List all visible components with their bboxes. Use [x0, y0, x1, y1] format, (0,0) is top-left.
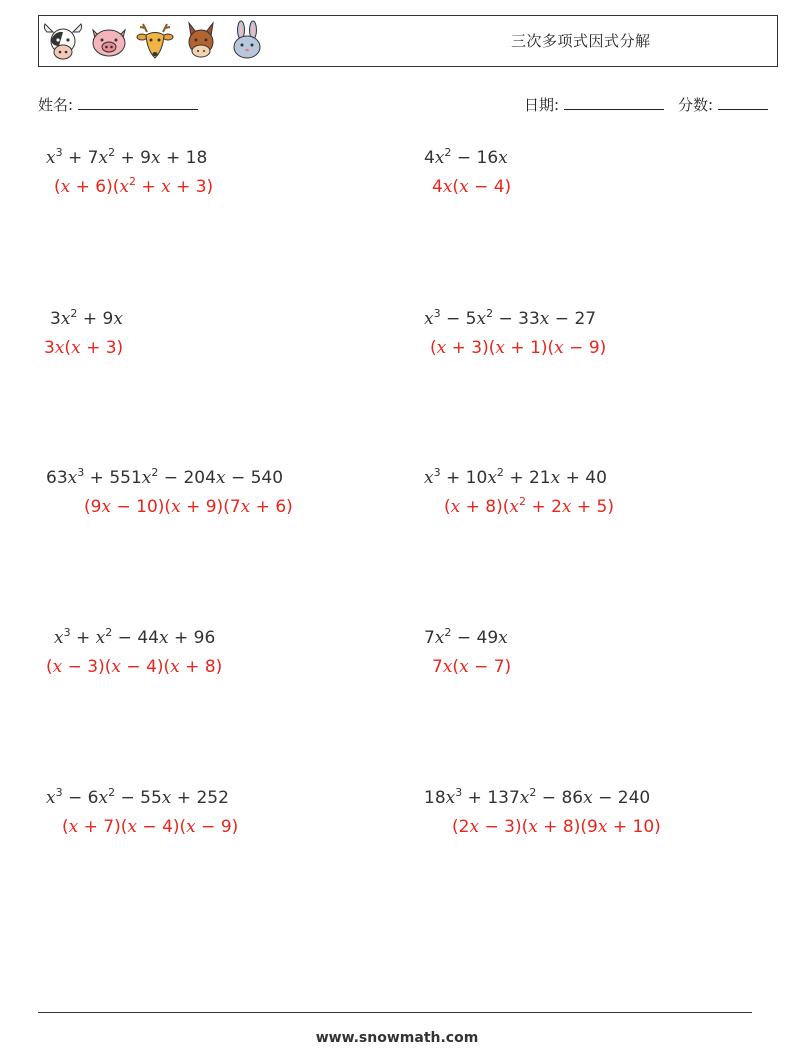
date-blank[interactable] — [564, 95, 664, 110]
problem-item — [46, 148, 213, 197]
problem-item — [46, 309, 123, 358]
problem-answer: (x + 3)(x + 1)(x − 9) — [430, 338, 607, 358]
name-label: 姓名: — [38, 96, 74, 114]
horse-icon — [179, 20, 223, 64]
animal-icons — [41, 20, 269, 64]
problem-answer: (9x − 10)(x + 9)(7x + 6) — [84, 497, 293, 517]
problem-question: $63x^3 + 551x^2 - 204x - 540$ — [46, 466, 284, 488]
problem-answer: (x − 3)(x − 4)(x + 8) — [46, 657, 223, 677]
name-blank[interactable] — [78, 95, 198, 110]
problem-answer: (2x − 3)(x + 8)(9x + 10) — [452, 817, 661, 837]
problem-item — [46, 788, 238, 837]
problem-answer: (x + 7)(x − 4)(x − 9) — [62, 817, 239, 837]
problem-answer: 7x(x − 7) — [432, 657, 512, 677]
date-label: 日期: — [524, 96, 560, 114]
problem-question: $x^3 - 5x^2 - 33x - 27$ — [424, 307, 597, 329]
problem-question: $4x^2 - 16x$ — [424, 146, 508, 168]
deer-icon — [133, 20, 177, 64]
problem-question: $x^3 + 10x^2 + 21x + 40$ — [424, 466, 607, 488]
problem-item — [424, 309, 606, 358]
problem-answer: 4x(x − 4) — [432, 177, 512, 197]
problem-item — [424, 148, 511, 197]
date-field — [524, 94, 664, 115]
rabbit-icon — [225, 20, 269, 64]
problem-question: $7x^2 - 49x$ — [424, 626, 508, 648]
problem-item — [424, 788, 661, 837]
name-field — [38, 94, 198, 115]
footer-divider — [38, 1012, 752, 1013]
problem-question: $3x^2 + 9x$ — [50, 307, 123, 329]
problem-question: $18x^3 + 137x^2 - 86x - 240$ — [424, 786, 651, 808]
worksheet-title: 三次多项式因式分解 — [511, 32, 651, 50]
problem-question: $x^3 + x^2 - 44x + 96$ — [54, 626, 216, 648]
problem-item — [424, 628, 511, 677]
cow-icon — [41, 20, 85, 64]
problem-item — [424, 468, 614, 517]
problem-answer: $(x + 6)(x^2 + x + 3)$ — [54, 175, 214, 197]
problem-item — [46, 468, 293, 517]
score-field — [678, 94, 768, 115]
problem-question: $x^3 - 6x^2 - 55x + 252$ — [46, 786, 229, 808]
problem-question: $x^3 + 7x^2 + 9x + 18$ — [46, 146, 208, 168]
score-blank[interactable] — [718, 95, 768, 110]
problem-item — [46, 628, 222, 677]
problem-answer: $(x + 8)(x^2 + 2x + 5)$ — [444, 495, 615, 517]
pig-icon — [87, 20, 131, 64]
worksheet-header — [38, 15, 778, 67]
problem-answer: 3x(x + 3) — [44, 338, 124, 358]
footer-url: www.snowmath.com — [315, 1030, 479, 1046]
score-label: 分数: — [678, 96, 714, 114]
